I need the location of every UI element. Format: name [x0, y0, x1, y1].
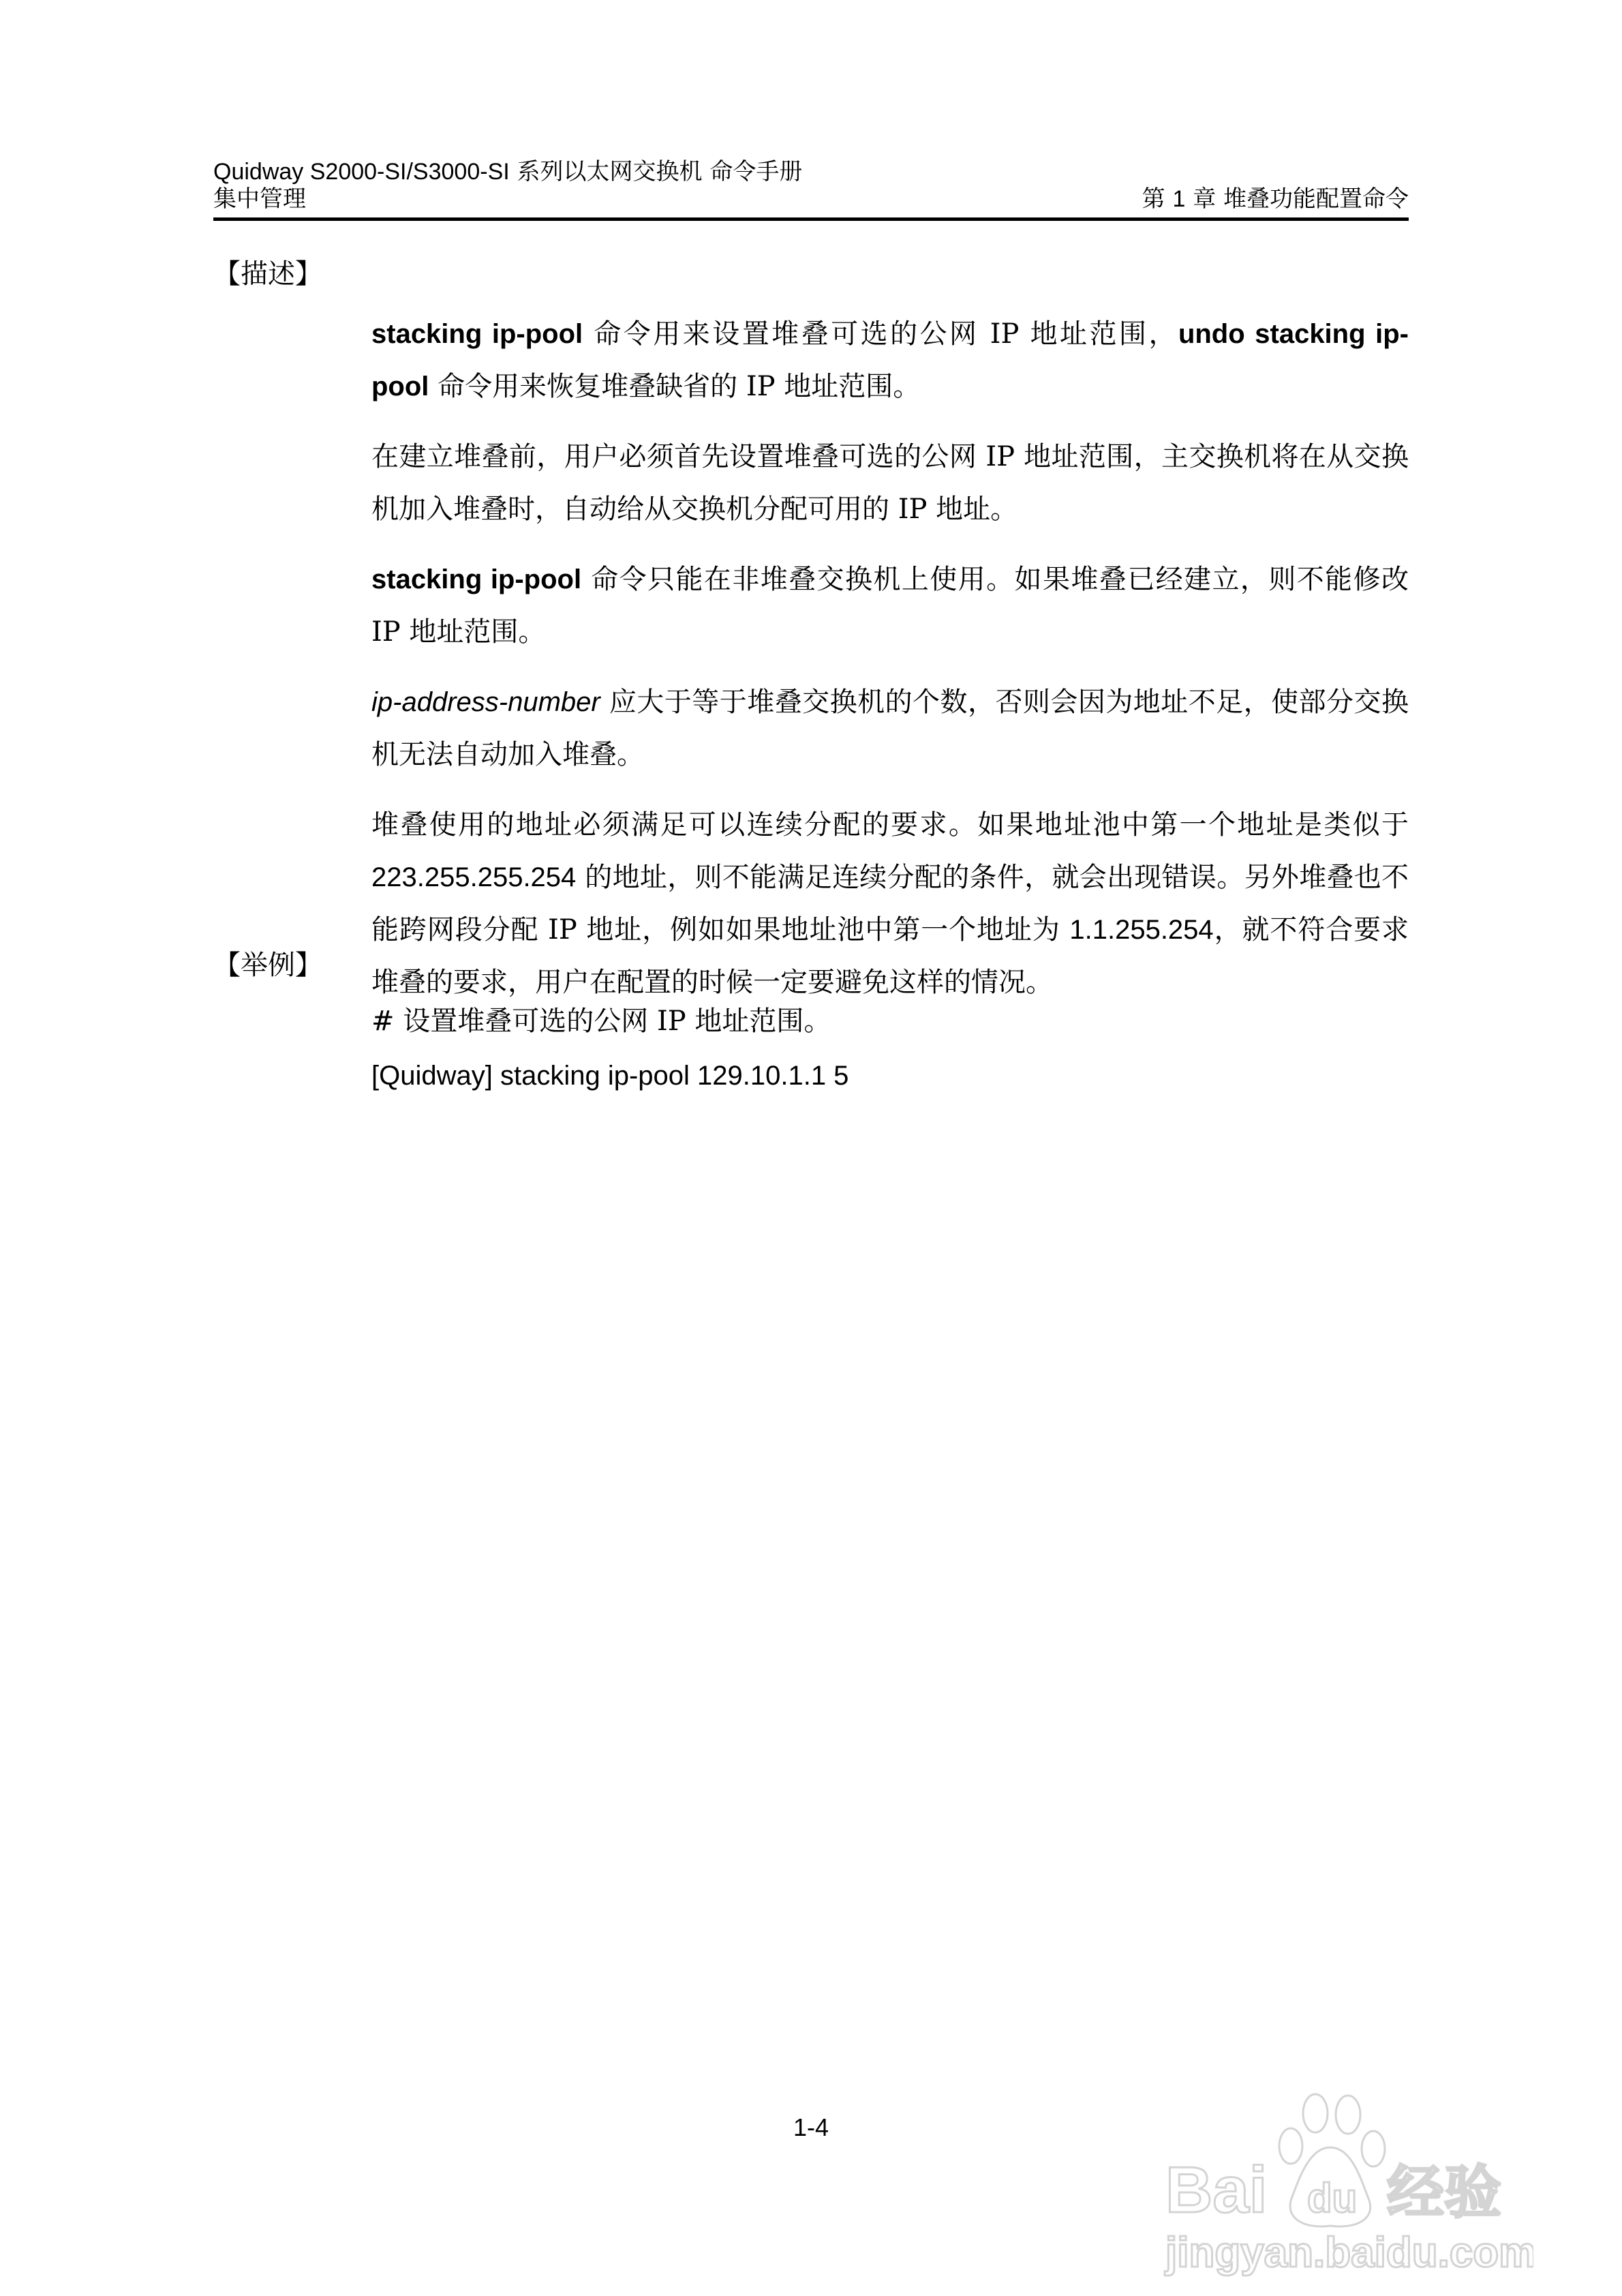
paragraph-text: 堆叠使用的地址必须满足可以连续分配的要求。如果地址池中第一个地址是类似于	[371, 809, 1409, 841]
example-label: 【举例】	[213, 950, 322, 981]
paragraph-text: 应大于等于堆叠交换机的个数，否则会因为地址不足，使部分交换机无法自动加入堆叠。	[371, 686, 1409, 770]
description-paragraph-5	[371, 799, 1409, 1009]
example-body	[371, 1008, 1409, 1117]
header-section-name: 集中管理	[213, 185, 306, 213]
chapter-suffix: 章 堆叠功能配置命令	[1193, 185, 1409, 213]
example-comment-text: # 设置堆叠可选的公网 IP 地址范围。	[371, 1006, 831, 1037]
command-keyword: stacking ip-pool	[371, 564, 582, 594]
example-comment	[371, 1008, 1409, 1035]
baidu-paw-logo-icon	[1152, 2072, 1533, 2277]
description-paragraph-4	[371, 676, 1409, 781]
header-chapter-title	[1142, 185, 1409, 213]
manual-title-cjk: 系列以太网交换机 命令手册	[517, 158, 803, 185]
paragraph-text: 命令用来设置堆叠可选的公网 IP 地址范围，	[583, 318, 1178, 350]
page-number: 1-4	[793, 2113, 829, 2141]
ip-address-example: 223.255.255.254	[371, 862, 577, 892]
description-paragraph-1	[371, 308, 1409, 413]
header-section-row	[213, 185, 1409, 213]
ip-address-example: 1.1.255.254	[1069, 915, 1214, 945]
watermark-brand-jingyan: 经验	[1387, 2160, 1502, 2224]
description-paragraph-2	[371, 431, 1409, 536]
paragraph-text: 命令用来恢复堆叠缺省的 IP 地址范围。	[429, 371, 921, 402]
watermark-url: jingyan.baidu.com	[1165, 2229, 1533, 2276]
paragraph-text: 的地址，则不能满足连续分配的条件，就会出现错误。另外堆叠也不能跨网段分配 IP 地址，例如如果地址池中第一个地址为	[371, 862, 1409, 946]
header-rule	[213, 217, 1409, 221]
description-body	[371, 308, 1409, 1027]
manual-title-latin: Quidway S2000-SI/S3000-SI	[213, 159, 510, 185]
command-keyword: stacking ip-pool	[371, 319, 583, 349]
chapter-prefix: 第	[1142, 185, 1165, 213]
paragraph-text: ，就不符合要求堆叠的要求，用户在配置的时候一定要避免这样的情况。	[371, 914, 1409, 998]
watermark-brand-bai: Bai	[1165, 2154, 1268, 2226]
baidu-jingyan-watermark	[1152, 2072, 1533, 2277]
command-keyword: undo stacking ip-pool	[371, 319, 1409, 402]
example-command: [Quidway] stacking ip-pool 129.10.1.1 5	[371, 1061, 849, 1091]
header-manual-title	[213, 158, 1409, 185]
paragraph-text: 命令只能在非堆叠交换机上使用。如果堆叠已经建立，则不能修改 IP 地址范围。	[371, 564, 1409, 648]
chapter-number: 1	[1172, 186, 1186, 212]
description-label: 【描述】	[213, 258, 322, 290]
description-paragraph-3	[371, 554, 1409, 659]
paragraph-text: 在建立堆叠前，用户必须首先设置堆叠可选的公网 IP 地址范围，主交换机将在从交换机加入堆叠时，自动给从交换机分配可用的 IP 地址。	[371, 441, 1409, 525]
watermark-brand-du: du	[1307, 2175, 1358, 2221]
parameter-name: ip-address-number	[371, 687, 600, 717]
